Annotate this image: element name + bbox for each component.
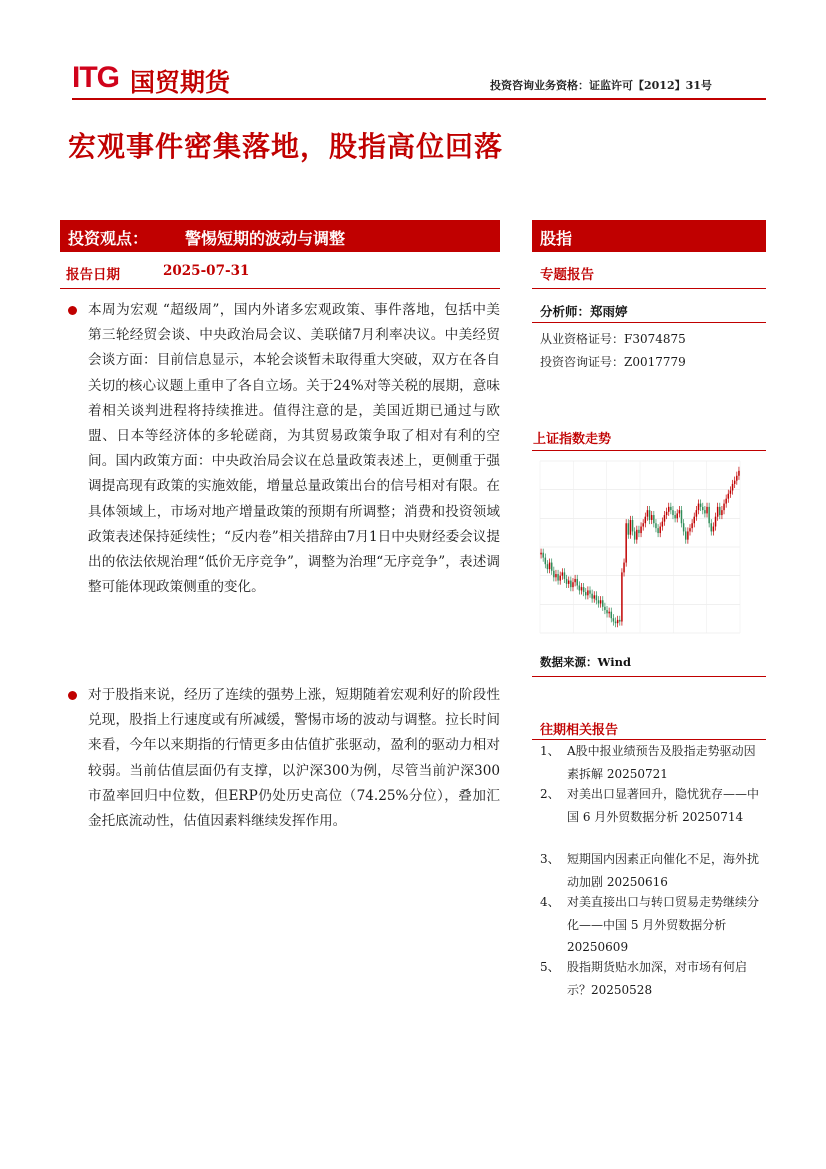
candle: [549, 558, 550, 573]
candle: [621, 568, 622, 625]
candle: [687, 527, 688, 543]
candle: [625, 519, 626, 567]
candle: [736, 472, 737, 485]
candle: [542, 549, 543, 562]
candle: [702, 503, 703, 514]
report-date-value: 2025-07-31: [163, 263, 250, 279]
candle: [638, 526, 639, 537]
candle: [719, 503, 720, 519]
candle: [579, 581, 580, 594]
candle: [559, 572, 560, 585]
candle: [545, 554, 546, 569]
candle: [576, 575, 577, 590]
candle: [685, 527, 686, 543]
header-rule: [72, 98, 766, 100]
related-report-number: 2、: [540, 787, 560, 801]
candle: [694, 513, 695, 528]
candle: [651, 511, 652, 524]
candle: [617, 616, 618, 627]
candle: [642, 519, 643, 530]
candle: [547, 560, 548, 573]
candle: [574, 575, 575, 586]
report-title: 宏观事件密集落地，股指高位回落: [68, 130, 504, 163]
sidebar-rule: [532, 288, 766, 289]
related-report-number: 3、: [540, 852, 560, 866]
viewpoint-headline: 警惕短期的波动与调整: [185, 229, 346, 248]
shanghai-index-chart: [536, 455, 762, 645]
report-type: 专题报告: [540, 267, 594, 283]
related-report-title: 短期国内因素正向催化不足，海外扰动加剧 20250616: [567, 852, 760, 889]
candle: [691, 519, 692, 532]
candle: [659, 522, 660, 537]
candle: [698, 499, 699, 514]
logo-company-name: 国贸期货: [130, 68, 231, 97]
related-report-number: 4、: [540, 895, 560, 909]
paragraph-macro: 本周为宏观 “超级周”，国内外诸多宏观政策、事件落地，包括中美第三轮经贸会谈、中央政治局会议、美联储7月利率决议。中美经贸会谈方面：目前信息显示，本轮会谈暂未取得重大突破，双方在各自关切的核心议题上重申了各自立场。关于24%对等关税的展期，意味着相关谈判进程将持续推进。值得注意的是，美国近期已通过与欧盟、日本等经济体的多轮磋商，为其贸易政策争取了相对有利的空间。国内政策方面：中央政治局会议在总量政策表述上，更侧重于强调提高现有政策的实施效能，增量总量政策出台的信号相对有限。在具体领域上，市场对地产增量政策的预期有所调整；消费和投资领域政策表述保持延续性；“反内卷”相关措辞由7月1日中央财经委会议提出的依法依规治理“低价无序竞争”，调整为治理“无序竞争”，表述调整可能体现政策侧重的变化。: [88, 302, 500, 596]
candle: [708, 503, 709, 528]
candle: [628, 519, 629, 539]
paragraph-index: 对于股指来说，经历了连续的强势上涨，短期随着宏观利好的阶段性兑现，股指上行速度或有所减缓，警惕市场的波动与调整。拉长时间来看，今年以来期指的行情更多由估值扩张驱动，盈利的驱动力相对较弱。当前估值层面仍有支撑，以沪深300为例，尽管当前沪深300市盈率回归中位数，但ERP仍处历史高位（74.25%分位），叠加汇金托底流动性，估值因素料继续发挥作用。: [88, 687, 500, 830]
candle: [723, 499, 724, 514]
analyst-line: [540, 302, 628, 320]
candle: [602, 596, 603, 611]
category-label: 股指: [540, 229, 573, 248]
candle: [557, 570, 558, 585]
candle: [662, 518, 663, 531]
bullet-icon: [68, 306, 77, 315]
candle: [540, 549, 541, 559]
candle: [664, 511, 665, 526]
candle: [649, 506, 650, 524]
candle: [645, 513, 646, 528]
candle: [683, 519, 684, 535]
candle: [619, 616, 620, 626]
candle: [623, 558, 624, 576]
candle: [700, 499, 701, 510]
candle: [583, 583, 584, 596]
related-report-number: 5、: [540, 960, 560, 974]
candle: [608, 608, 609, 618]
related-report-title: 对美直接出口与转口贸易走势继续分化——中国 5 月外贸数据分析 20250609: [567, 895, 760, 954]
candle: [551, 558, 552, 574]
consulting-cert: 投资咨询证号：Z0017779: [540, 355, 686, 369]
candle: [615, 617, 616, 627]
candle: [715, 513, 716, 531]
candle: [704, 506, 705, 517]
related-report-item[interactable]: [540, 848, 766, 893]
candle: [596, 591, 597, 604]
related-report-item[interactable]: [540, 783, 766, 828]
candle: [632, 516, 633, 536]
source-rule: [532, 676, 766, 677]
candle: [679, 506, 680, 517]
candle: [725, 495, 726, 508]
logo-itg: ITG: [72, 61, 119, 94]
candle: [630, 516, 631, 539]
candle: [636, 526, 637, 544]
related-title: 往期相关报告: [540, 723, 619, 738]
candle: [562, 568, 563, 579]
date-rule: [60, 288, 500, 289]
related-report-item[interactable]: [540, 740, 766, 785]
candle: [657, 524, 658, 537]
analyst-rule: [532, 322, 766, 323]
candle: [570, 576, 571, 591]
candle: [738, 467, 739, 480]
candle: [730, 486, 731, 497]
candle: [611, 608, 612, 623]
candle: [568, 576, 569, 587]
candle: [555, 570, 556, 581]
related-report-title: 股指期货贴水加深，对市场有何启示？20250528: [567, 960, 748, 997]
chart-rule: [532, 450, 766, 451]
candle: [668, 503, 669, 516]
candle: [689, 524, 690, 535]
candle: [594, 591, 595, 602]
bullet-icon: [68, 691, 77, 700]
data-source: 数据来源：Wind: [540, 655, 631, 669]
viewpoint-label: 投资观点：: [68, 229, 149, 248]
related-report-item[interactable]: [540, 956, 766, 1001]
candle: [600, 596, 601, 607]
candle: [655, 519, 656, 532]
candle: [676, 509, 677, 522]
candle: [566, 575, 567, 588]
candle: [591, 590, 592, 603]
candle: [666, 508, 667, 519]
related-report-title: 对美出口显著回升，隐忧犹存——中国 6 月外贸数据分析 20250714: [567, 787, 760, 824]
viewpoint-banner: [60, 220, 500, 252]
candle: [734, 477, 735, 488]
candle: [681, 506, 682, 527]
candle: [670, 503, 671, 514]
related-report-title: A股中报业绩预告及股指走势驱动因素拆解 20250721: [567, 744, 756, 781]
analyst-label: 分析师：: [540, 304, 591, 319]
candle: [674, 511, 675, 522]
candle: [598, 596, 599, 607]
report-date-label: 报告日期: [66, 267, 120, 283]
related-report-number: 1、: [540, 744, 560, 758]
candle: [589, 586, 590, 597]
chart-title: 上证指数走势: [533, 432, 612, 447]
qualification-text: 投资咨询业务资格：证监许可【2012】31号: [490, 79, 712, 92]
candle: [613, 614, 614, 625]
candle: [581, 583, 582, 594]
candle: [728, 490, 729, 503]
candle: [640, 522, 641, 537]
candle: [713, 522, 714, 535]
candle: [653, 511, 654, 527]
related-report-item[interactable]: [540, 891, 766, 959]
category-banner: [532, 220, 766, 252]
candle: [732, 480, 733, 495]
qualification-cert: 从业资格证号：F3074875: [540, 332, 686, 346]
analyst-name: 郑雨婷: [590, 304, 628, 319]
candle: [564, 568, 565, 583]
candle: [553, 567, 554, 582]
candle: [711, 519, 712, 535]
candle: [587, 586, 588, 599]
candle: [634, 527, 635, 543]
candle: [721, 506, 722, 519]
candle: [585, 588, 586, 599]
